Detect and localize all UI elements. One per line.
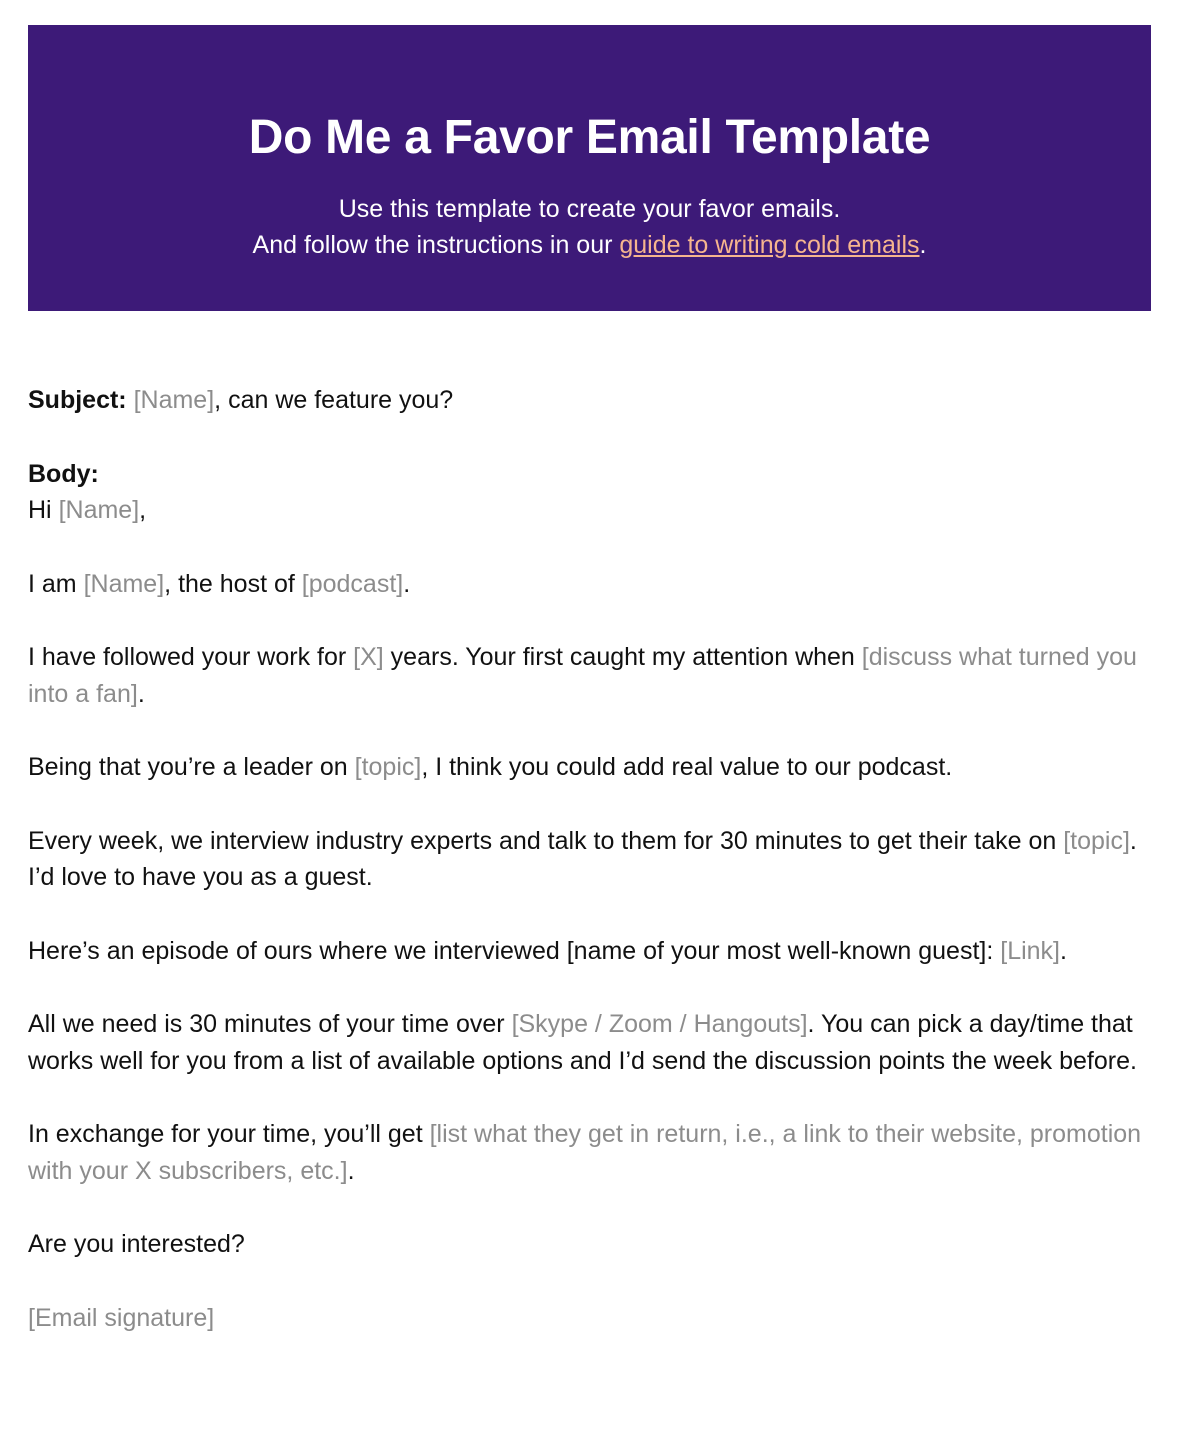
paragraph-weekly bbox=[28, 823, 1158, 896]
placeholder-platform: [Skype / Zoom / Hangouts] bbox=[511, 1010, 808, 1038]
text: In exchange for your time, you’ll get bbox=[28, 1120, 430, 1148]
greeting-text: Hi bbox=[28, 496, 59, 524]
header-banner bbox=[28, 25, 1151, 311]
paragraph-question: Are you interested? bbox=[28, 1230, 245, 1258]
guide-link[interactable]: guide to writing cold emails bbox=[619, 231, 920, 259]
paragraph-exchange bbox=[28, 1116, 1158, 1189]
paragraph-episode bbox=[28, 933, 1158, 970]
text: , I think you could add real value to our podcast. bbox=[421, 753, 953, 781]
paragraph-fan bbox=[28, 639, 1158, 712]
placeholder-topic: [topic] bbox=[354, 753, 422, 781]
page-title: Do Me a Favor Email Template bbox=[248, 111, 931, 164]
body-label: Body: bbox=[28, 459, 99, 488]
subtitle-line-2-prefix: And follow the instructions in our bbox=[252, 231, 620, 259]
text: . bbox=[137, 679, 145, 708]
paragraph-intro bbox=[28, 566, 1158, 603]
subject-line bbox=[28, 382, 1158, 419]
text: All we need is 30 minutes of your time over bbox=[28, 1010, 512, 1038]
subtitle-line-1: Use this template to create your favor emails. bbox=[338, 195, 841, 223]
placeholder-years: [X] bbox=[353, 643, 384, 671]
text: . bbox=[403, 569, 411, 598]
text: . You can pick a day/time that works well for you from a list of available options and I’d send the discussion points the week before. bbox=[28, 1010, 1137, 1075]
email-template-body bbox=[28, 382, 1158, 1336]
paragraph-time bbox=[28, 1006, 1158, 1079]
greeting-block bbox=[28, 456, 1158, 529]
placeholder-topic: [topic] bbox=[1063, 826, 1130, 855]
text: Being that you’re a leader on bbox=[28, 753, 355, 781]
subject-text: , can we feature you? bbox=[214, 386, 454, 414]
placeholder-discuss: [discuss what turned you into a fan] bbox=[28, 643, 1137, 708]
subtitle-line-2-suffix: . bbox=[919, 231, 927, 259]
header-subtitle bbox=[28, 191, 1151, 263]
placeholder-link: [Link] bbox=[1000, 936, 1061, 965]
placeholder-podcast: [podcast] bbox=[301, 569, 404, 598]
text: , the host of bbox=[164, 569, 302, 598]
text: years. Your first caught my attention when bbox=[383, 643, 862, 671]
subject-label: Subject: bbox=[28, 386, 127, 414]
text: I am bbox=[28, 569, 84, 598]
text: . bbox=[1060, 936, 1067, 965]
placeholder-name: [Name] bbox=[133, 386, 215, 414]
text: . bbox=[347, 1156, 355, 1185]
greeting-comma: , bbox=[139, 496, 147, 524]
placeholder-signature: [Email signature] bbox=[28, 1303, 215, 1332]
text: . I’d love to have you as a guest. bbox=[28, 826, 1137, 891]
placeholder-name: [Name] bbox=[83, 569, 165, 598]
placeholder-name: [Name] bbox=[58, 496, 140, 524]
text: Every week, we interview industry experts and talk to them for 30 minutes to get their take on bbox=[28, 826, 1064, 855]
placeholder-benefits: [list what they get in return, i.e., a link to their website, promotion with your X subscribers, etc.] bbox=[28, 1120, 1142, 1185]
paragraph-leader bbox=[28, 749, 1158, 786]
text: I have followed your work for bbox=[28, 643, 354, 671]
text: Here’s an episode of ours where we interviewed [name of your most well-known guest]: bbox=[28, 936, 1001, 965]
